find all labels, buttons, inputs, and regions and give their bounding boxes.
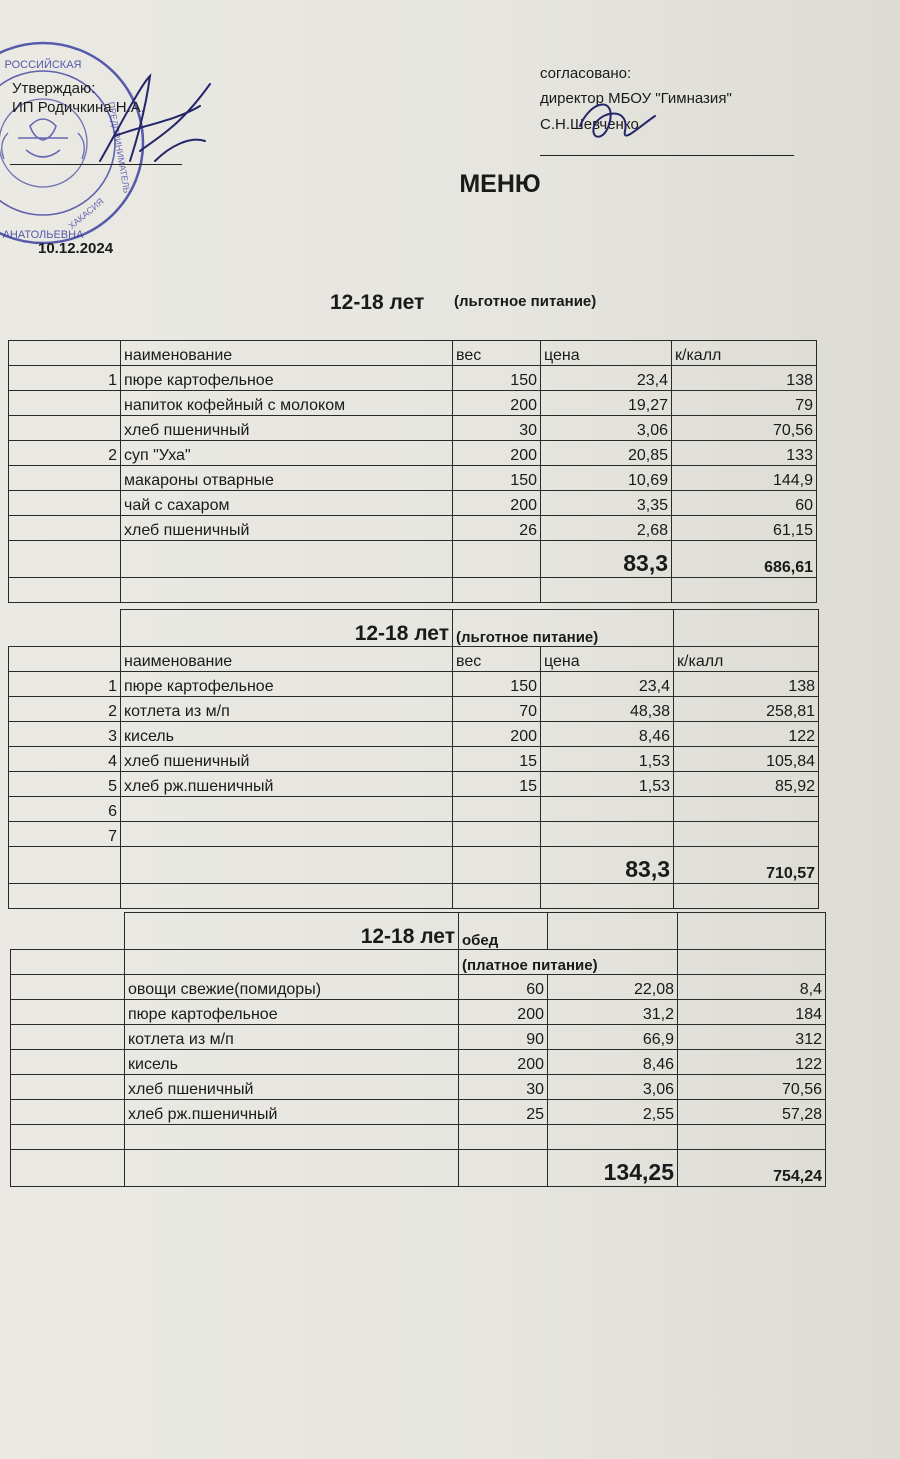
table-row: [9, 697, 819, 722]
row-price: 8,46: [548, 1050, 678, 1075]
row-name: овощи свежие(помидоры): [125, 975, 459, 1000]
row-weight: 150: [453, 366, 541, 391]
row-weight: 200: [453, 441, 541, 466]
row-kcal: 8,4: [678, 975, 826, 1000]
table-row: [9, 822, 819, 847]
table-row: [9, 672, 819, 697]
row-index: 2: [9, 697, 121, 722]
row-index: 7: [9, 822, 121, 847]
row-price: 3,35: [541, 491, 672, 516]
empty-cell: [453, 541, 541, 578]
row-kcal: 85,92: [674, 772, 819, 797]
row-name: пюре картофельное: [121, 672, 453, 697]
row-weight: 200: [453, 491, 541, 516]
header-kcal: к/калл: [674, 647, 819, 672]
empty-cell: [11, 1150, 125, 1187]
header-index-cell: [9, 647, 121, 672]
svg-text:РОССИЙСКАЯ: РОССИЙСКАЯ: [4, 59, 82, 71]
row-kcal: [674, 822, 819, 847]
section3-type: (платное питание): [459, 950, 678, 975]
row-weight: 15: [453, 747, 541, 772]
row-name: напиток кофейный с молоком: [121, 391, 453, 416]
table-header-row: [9, 341, 817, 366]
row-weight: 26: [453, 516, 541, 541]
table-row: [9, 797, 819, 822]
menu-table-section2: [8, 609, 819, 909]
row-price: [541, 797, 674, 822]
row-price: 31,2: [548, 1000, 678, 1025]
row-index: [9, 516, 121, 541]
row-kcal: 258,81: [674, 697, 819, 722]
table-row: [9, 516, 817, 541]
table-row: [9, 416, 817, 441]
row-name: хлеб пшеничный: [121, 416, 453, 441]
row-name: хлеб пшеничный: [121, 516, 453, 541]
total-kcal: 710,57: [674, 847, 819, 884]
blank-row: [9, 884, 819, 909]
row-name: хлеб пшеничный: [125, 1075, 459, 1100]
row-price: 66,9: [548, 1025, 678, 1050]
row-weight: 150: [453, 466, 541, 491]
row-name: хлеб пшеничный: [121, 747, 453, 772]
row-kcal: 122: [678, 1050, 826, 1075]
row-index: [9, 466, 121, 491]
header-price: цена: [541, 341, 672, 366]
empty-cell: [9, 541, 121, 578]
header-name: наименование: [121, 647, 453, 672]
row-weight: 150: [453, 672, 541, 697]
row-index: 5: [9, 772, 121, 797]
header-price: цена: [541, 647, 674, 672]
svg-text:АНАТОЛЬЕВНА: АНАТОЛЬЕВНА: [2, 229, 84, 241]
svg-text:ХАКАСИЯ: ХАКАСИЯ: [66, 196, 106, 232]
row-weight: 30: [459, 1075, 548, 1100]
row-weight: 70: [453, 697, 541, 722]
row-kcal: 138: [672, 366, 817, 391]
table-row: [11, 1025, 826, 1050]
header-kcal: к/калл: [672, 341, 817, 366]
row-name: макароны отварные: [121, 466, 453, 491]
row-kcal: 122: [674, 722, 819, 747]
section2-type: (льготное питание): [453, 610, 674, 647]
row-kcal: 312: [678, 1025, 826, 1050]
agree-position: директор МБОУ "Гимназия": [540, 90, 732, 107]
row-price: 20,85: [541, 441, 672, 466]
row-weight: [453, 797, 541, 822]
total-kcal: 686,61: [672, 541, 817, 578]
row-price: 8,46: [541, 722, 674, 747]
row-kcal: 105,84: [674, 747, 819, 772]
row-index: 4: [9, 747, 121, 772]
header-weight: вес: [453, 341, 541, 366]
row-price: 23,4: [541, 672, 674, 697]
section1-age: 12-18 лет: [330, 291, 425, 314]
table-row: [11, 975, 826, 1000]
empty-cell: [459, 1150, 548, 1187]
row-weight: 200: [459, 1050, 548, 1075]
agree-name: С.Н.Шевченко: [540, 116, 639, 133]
menu-table-section1: [8, 340, 817, 603]
table-row: [9, 722, 819, 747]
row-name: [121, 797, 453, 822]
total-row: [9, 847, 819, 884]
row-weight: [453, 822, 541, 847]
row-index: [9, 491, 121, 516]
row-name: пюре картофельное: [125, 1000, 459, 1025]
section-subtitle-row: [11, 950, 826, 975]
total-kcal: 754,24: [678, 1150, 826, 1187]
row-name: котлета из м/п: [121, 697, 453, 722]
row-kcal: [674, 797, 819, 822]
section-title-row: [9, 610, 819, 647]
row-name: чай с сахаром: [121, 491, 453, 516]
section-title-row: [11, 913, 826, 950]
row-weight: 15: [453, 772, 541, 797]
header-index-cell: [9, 341, 121, 366]
table-row: [9, 441, 817, 466]
page-title: МЕНЮ: [459, 170, 541, 198]
total-price: 83,3: [541, 541, 672, 578]
row-name: котлета из м/п: [125, 1025, 459, 1050]
row-price: 3,06: [541, 416, 672, 441]
row-index: [9, 416, 121, 441]
table-row: [9, 466, 817, 491]
row-kcal: 144,9: [672, 466, 817, 491]
row-price: 22,08: [548, 975, 678, 1000]
total-price: 83,3: [541, 847, 674, 884]
empty-cell: [125, 1150, 459, 1187]
row-kcal: 70,56: [678, 1075, 826, 1100]
row-price: 10,69: [541, 466, 672, 491]
row-kcal: 79: [672, 391, 817, 416]
row-name: суп "Уха": [121, 441, 453, 466]
header-weight: вес: [453, 647, 541, 672]
row-kcal: 138: [674, 672, 819, 697]
row-name: пюре картофельное: [121, 366, 453, 391]
row-price: 1,53: [541, 747, 674, 772]
blank-row: [11, 1125, 826, 1150]
row-name: кисель: [121, 722, 453, 747]
row-price: 23,4: [541, 366, 672, 391]
row-price: 48,38: [541, 697, 674, 722]
row-kcal: 61,15: [672, 516, 817, 541]
row-price: [541, 822, 674, 847]
row-kcal: 133: [672, 441, 817, 466]
row-index: [9, 391, 121, 416]
approve-name: ИП Родичкина Н.А.: [12, 99, 145, 116]
section3-age: 12-18 лет: [125, 913, 459, 950]
row-weight: 60: [459, 975, 548, 1000]
table-row: [11, 1100, 826, 1125]
table-row: [9, 772, 819, 797]
row-index: 3: [9, 722, 121, 747]
table-row: [9, 491, 817, 516]
table-row: [9, 366, 817, 391]
row-kcal: 70,56: [672, 416, 817, 441]
table-row: [11, 1000, 826, 1025]
row-kcal: 60: [672, 491, 817, 516]
row-weight: 25: [459, 1100, 548, 1125]
row-weight: 90: [459, 1025, 548, 1050]
row-weight: 200: [453, 722, 541, 747]
row-index: 6: [9, 797, 121, 822]
table-row: [9, 391, 817, 416]
total-price: 134,25: [548, 1150, 678, 1187]
header-name: наименование: [121, 341, 453, 366]
row-price: 19,27: [541, 391, 672, 416]
section3-meal: обед: [459, 913, 548, 950]
table-header-row: [9, 647, 819, 672]
row-name: хлеб рж.пшеничный: [125, 1100, 459, 1125]
section1-type: (льготное питание): [454, 293, 597, 310]
total-row: [9, 541, 817, 578]
row-price: 1,53: [541, 772, 674, 797]
row-index: 1: [9, 672, 121, 697]
row-price: 3,06: [548, 1075, 678, 1100]
total-row: [11, 1150, 826, 1187]
svg-text:ПРЕДПРИНИМАТЕЛЬ: ПРЕДПРИНИМАТЕЛЬ: [105, 101, 132, 194]
empty-cell: [453, 847, 541, 884]
empty-cell: [121, 541, 453, 578]
row-weight: 200: [459, 1000, 548, 1025]
row-weight: 30: [453, 416, 541, 441]
blank-row: [9, 578, 817, 603]
row-name: кисель: [125, 1050, 459, 1075]
row-index: 1: [9, 366, 121, 391]
row-name: [121, 822, 453, 847]
agree-label: согласовано:: [540, 65, 632, 82]
menu-table-section3: [10, 912, 826, 1187]
empty-cell: [121, 847, 453, 884]
empty-cell: [9, 847, 121, 884]
table-row: [11, 1075, 826, 1100]
row-price: 2,68: [541, 516, 672, 541]
row-price: 2,55: [548, 1100, 678, 1125]
approve-label: Утверждаю:: [12, 80, 96, 97]
row-kcal: 184: [678, 1000, 826, 1025]
row-kcal: 57,28: [678, 1100, 826, 1125]
approve-date: 10.12.2024: [38, 240, 114, 257]
agree-signature: [560, 86, 670, 156]
row-weight: 200: [453, 391, 541, 416]
row-name: хлеб рж.пшеничный: [121, 772, 453, 797]
row-index: 2: [9, 441, 121, 466]
section2-age: 12-18 лет: [121, 610, 453, 647]
table-row: [11, 1050, 826, 1075]
approve-signature: [80, 66, 220, 176]
table-row: [9, 747, 819, 772]
